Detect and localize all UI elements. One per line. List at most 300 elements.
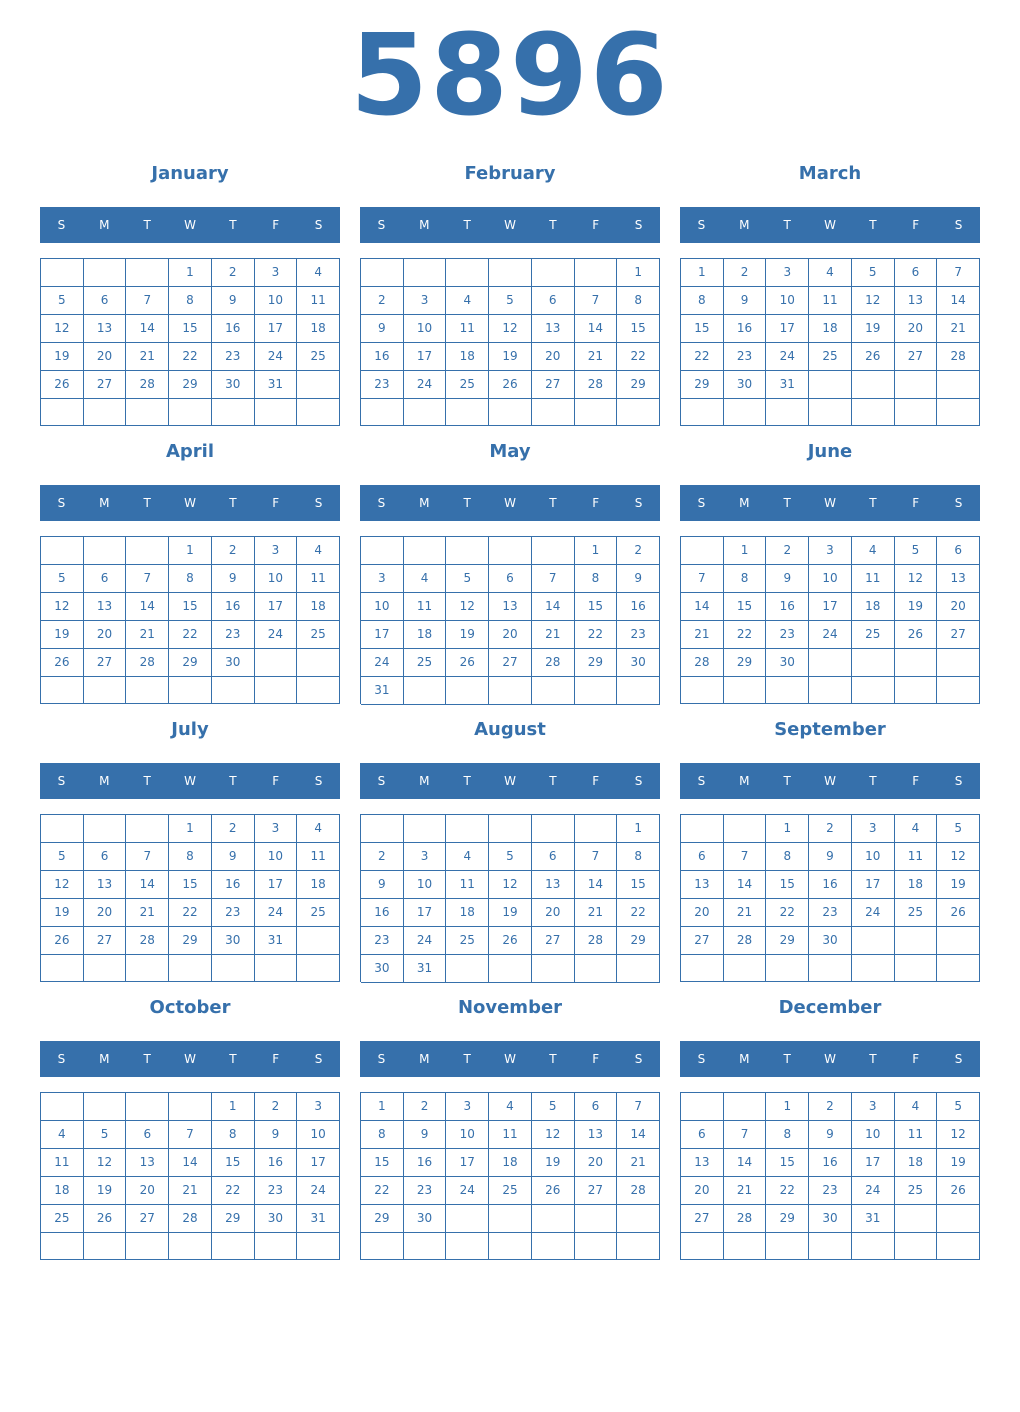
day-cell — [895, 927, 938, 955]
weekday-label: S — [634, 496, 643, 510]
weekday-label: T — [549, 218, 557, 232]
day-cell — [809, 649, 852, 677]
day-cell: 9 — [809, 1121, 852, 1149]
day-cell: 6 — [84, 565, 127, 593]
weekday-label: S — [314, 1052, 323, 1066]
day-cell: 16 — [361, 343, 404, 371]
weekday-label: S — [697, 496, 706, 510]
day-cell: 10 — [404, 871, 447, 899]
day-cell — [937, 677, 980, 704]
day-cell: 24 — [361, 649, 404, 677]
day-cell: 22 — [681, 343, 724, 371]
day-cell — [937, 371, 980, 399]
day-cell — [937, 649, 980, 677]
weekday-label: M — [99, 774, 110, 788]
day-cell: 27 — [126, 1205, 169, 1233]
day-cell — [766, 399, 809, 426]
day-cell — [681, 677, 724, 704]
day-grid — [40, 258, 340, 426]
day-cell: 5 — [41, 565, 84, 593]
day-cell: 22 — [361, 1177, 404, 1205]
day-cell: 19 — [41, 343, 84, 371]
day-cell: 3 — [852, 1093, 895, 1121]
day-cell — [489, 399, 532, 426]
day-cell — [895, 1233, 938, 1260]
day-cell — [361, 259, 404, 287]
day-cell: 13 — [532, 315, 575, 343]
day-cell: 7 — [532, 565, 575, 593]
day-cell: 22 — [575, 621, 618, 649]
weekday-label: T — [143, 218, 151, 232]
day-cell — [575, 815, 618, 843]
day-cell: 7 — [681, 565, 724, 593]
day-cell: 29 — [617, 371, 660, 399]
day-cell: 15 — [169, 315, 212, 343]
weekday-label: M — [419, 774, 430, 788]
day-cell: 26 — [895, 621, 938, 649]
month-name: December — [778, 997, 882, 1018]
day-cell — [852, 649, 895, 677]
weekday-label: M — [419, 496, 430, 510]
day-cell: 11 — [446, 871, 489, 899]
day-cell: 21 — [169, 1177, 212, 1205]
day-cell: 13 — [937, 565, 980, 593]
day-cell: 22 — [169, 621, 212, 649]
day-cell: 29 — [169, 927, 212, 955]
day-cell: 4 — [41, 1121, 84, 1149]
day-cell: 1 — [169, 259, 212, 287]
day-cell: 22 — [724, 621, 767, 649]
day-cell: 9 — [724, 287, 767, 315]
day-cell: 20 — [937, 593, 980, 621]
day-cell: 31 — [297, 1205, 340, 1233]
weekday-label: T — [143, 774, 151, 788]
day-cell: 26 — [489, 927, 532, 955]
weekday-label: W — [504, 218, 516, 232]
weekday-label: T — [783, 496, 791, 510]
day-grid — [680, 258, 980, 426]
day-cell: 15 — [766, 1149, 809, 1177]
weekday-label: M — [419, 218, 430, 232]
day-cell: 10 — [446, 1121, 489, 1149]
day-cell: 28 — [169, 1205, 212, 1233]
day-cell: 29 — [617, 927, 660, 955]
day-cell: 22 — [617, 343, 660, 371]
day-cell: 23 — [255, 1177, 298, 1205]
day-cell: 14 — [724, 1149, 767, 1177]
day-cell: 18 — [297, 315, 340, 343]
weekday-label: S — [634, 218, 643, 232]
weekday-label: S — [57, 496, 66, 510]
day-cell — [297, 399, 340, 426]
day-cell — [212, 955, 255, 982]
day-grid — [360, 814, 660, 982]
day-cell: 25 — [297, 899, 340, 927]
day-cell: 14 — [617, 1121, 660, 1149]
day-cell: 27 — [489, 649, 532, 677]
day-cell: 1 — [617, 815, 660, 843]
day-cell: 18 — [895, 871, 938, 899]
day-cell: 4 — [809, 259, 852, 287]
day-cell: 8 — [575, 565, 618, 593]
day-cell: 2 — [766, 537, 809, 565]
day-cell: 15 — [575, 593, 618, 621]
weekday-label: S — [954, 774, 963, 788]
day-cell: 24 — [809, 621, 852, 649]
month-name: May — [489, 441, 531, 462]
day-cell: 6 — [532, 843, 575, 871]
day-cell — [84, 677, 127, 704]
weekday-label: W — [824, 774, 836, 788]
day-grid — [680, 1092, 980, 1260]
day-cell: 25 — [404, 649, 447, 677]
day-cell — [404, 677, 447, 705]
day-cell — [681, 955, 724, 982]
day-cell: 21 — [126, 899, 169, 927]
day-cell: 9 — [212, 565, 255, 593]
day-cell: 20 — [895, 315, 938, 343]
day-cell: 11 — [297, 287, 340, 315]
day-cell: 12 — [532, 1121, 575, 1149]
weekday-label: F — [912, 774, 920, 788]
day-cell — [809, 399, 852, 426]
day-cell — [446, 1205, 489, 1233]
day-cell: 15 — [766, 871, 809, 899]
weekday-label: T — [229, 218, 237, 232]
day-cell — [126, 1093, 169, 1121]
weekday-label: W — [184, 218, 196, 232]
day-cell: 28 — [575, 371, 618, 399]
weekday-label: T — [463, 218, 471, 232]
day-cell — [895, 649, 938, 677]
day-cell — [937, 1205, 980, 1233]
day-cell: 21 — [937, 315, 980, 343]
day-cell: 12 — [852, 287, 895, 315]
day-cell: 23 — [766, 621, 809, 649]
day-cell: 12 — [489, 315, 532, 343]
day-cell: 7 — [169, 1121, 212, 1149]
day-cell: 29 — [724, 649, 767, 677]
day-cell — [895, 371, 938, 399]
day-cell: 18 — [895, 1149, 938, 1177]
day-cell: 16 — [255, 1149, 298, 1177]
weekday-label: T — [549, 1052, 557, 1066]
day-cell: 6 — [681, 843, 724, 871]
day-cell — [404, 259, 447, 287]
day-cell: 14 — [724, 871, 767, 899]
weekday-label: W — [504, 774, 516, 788]
weekday-label: F — [912, 218, 920, 232]
day-cell: 18 — [446, 899, 489, 927]
day-cell: 12 — [446, 593, 489, 621]
day-cell: 20 — [84, 621, 127, 649]
day-cell: 5 — [446, 565, 489, 593]
day-cell: 11 — [297, 843, 340, 871]
day-cell: 23 — [617, 621, 660, 649]
day-cell — [575, 955, 618, 983]
day-cell: 11 — [895, 843, 938, 871]
weekday-label: T — [869, 774, 877, 788]
weekday-header — [680, 1041, 980, 1077]
day-cell: 6 — [84, 287, 127, 315]
weekday-label: W — [824, 1052, 836, 1066]
day-cell: 29 — [681, 371, 724, 399]
day-cell: 7 — [575, 843, 618, 871]
day-cell: 18 — [809, 315, 852, 343]
day-cell: 23 — [361, 371, 404, 399]
day-cell: 15 — [681, 315, 724, 343]
day-cell: 2 — [809, 1093, 852, 1121]
day-cell: 8 — [361, 1121, 404, 1149]
day-cell: 9 — [212, 287, 255, 315]
day-cell: 30 — [255, 1205, 298, 1233]
month-name: July — [171, 719, 209, 740]
day-cell — [724, 815, 767, 843]
day-cell — [169, 955, 212, 982]
weekday-header — [680, 485, 980, 521]
month-name: February — [464, 163, 556, 184]
day-cell: 2 — [617, 537, 660, 565]
day-cell: 18 — [297, 593, 340, 621]
day-cell: 8 — [169, 287, 212, 315]
weekday-label: M — [99, 218, 110, 232]
day-cell — [617, 955, 660, 983]
day-cell — [937, 927, 980, 955]
day-cell: 28 — [126, 927, 169, 955]
day-cell — [895, 955, 938, 982]
day-cell — [895, 399, 938, 426]
day-cell: 27 — [895, 343, 938, 371]
day-cell: 24 — [404, 927, 447, 955]
day-cell: 7 — [724, 1121, 767, 1149]
day-cell: 1 — [766, 815, 809, 843]
weekday-label: F — [592, 496, 600, 510]
day-cell: 9 — [766, 565, 809, 593]
day-cell: 11 — [446, 315, 489, 343]
weekday-header — [360, 207, 660, 243]
day-cell: 21 — [681, 621, 724, 649]
day-cell — [255, 955, 298, 982]
day-cell: 23 — [809, 1177, 852, 1205]
day-cell: 26 — [446, 649, 489, 677]
day-cell: 16 — [724, 315, 767, 343]
day-cell: 26 — [41, 649, 84, 677]
day-cell: 31 — [255, 927, 298, 955]
day-grid — [40, 536, 340, 704]
day-cell: 28 — [937, 343, 980, 371]
day-cell: 5 — [852, 259, 895, 287]
day-cell — [681, 537, 724, 565]
day-cell: 12 — [41, 871, 84, 899]
day-cell: 3 — [404, 287, 447, 315]
day-cell: 22 — [212, 1177, 255, 1205]
day-cell — [361, 537, 404, 565]
day-cell — [84, 1233, 127, 1260]
day-cell — [361, 399, 404, 426]
day-grid — [360, 1092, 660, 1260]
day-cell: 1 — [681, 259, 724, 287]
day-cell — [489, 677, 532, 705]
day-cell: 17 — [297, 1149, 340, 1177]
day-cell: 24 — [852, 899, 895, 927]
day-cell: 2 — [212, 259, 255, 287]
weekday-label: W — [504, 496, 516, 510]
day-cell: 2 — [212, 815, 255, 843]
weekday-label: S — [697, 774, 706, 788]
day-cell — [724, 399, 767, 426]
weekday-label: T — [869, 218, 877, 232]
day-cell: 1 — [169, 815, 212, 843]
day-cell — [724, 677, 767, 704]
day-cell: 26 — [41, 371, 84, 399]
day-cell — [895, 1205, 938, 1233]
weekday-header — [360, 1041, 660, 1077]
day-cell: 13 — [84, 593, 127, 621]
weekday-label: M — [739, 1052, 750, 1066]
day-cell — [446, 537, 489, 565]
day-cell — [617, 677, 660, 705]
day-cell — [126, 955, 169, 982]
day-cell — [489, 1233, 532, 1260]
day-cell — [681, 815, 724, 843]
day-cell: 16 — [212, 315, 255, 343]
day-cell: 29 — [361, 1205, 404, 1233]
day-cell: 27 — [532, 371, 575, 399]
weekday-label: T — [229, 1052, 237, 1066]
day-cell: 4 — [404, 565, 447, 593]
day-cell — [169, 677, 212, 704]
day-cell: 3 — [852, 815, 895, 843]
weekday-label: T — [229, 496, 237, 510]
day-cell: 14 — [937, 287, 980, 315]
day-cell: 14 — [575, 315, 618, 343]
day-cell: 30 — [809, 1205, 852, 1233]
day-cell: 5 — [41, 287, 84, 315]
day-cell — [766, 1233, 809, 1260]
day-cell: 12 — [937, 843, 980, 871]
day-cell: 18 — [404, 621, 447, 649]
day-grid — [680, 814, 980, 982]
day-cell — [361, 1233, 404, 1260]
weekday-label: S — [697, 218, 706, 232]
weekday-label: F — [592, 218, 600, 232]
day-cell: 21 — [724, 899, 767, 927]
month-name: August — [474, 719, 546, 740]
day-cell: 20 — [532, 343, 575, 371]
day-cell: 8 — [617, 287, 660, 315]
day-cell: 25 — [446, 371, 489, 399]
weekday-label: W — [184, 774, 196, 788]
day-cell: 16 — [212, 593, 255, 621]
day-cell — [446, 1233, 489, 1260]
day-cell: 14 — [126, 871, 169, 899]
day-cell — [169, 1233, 212, 1260]
day-cell: 2 — [724, 259, 767, 287]
day-cell — [126, 1233, 169, 1260]
day-cell: 11 — [895, 1121, 938, 1149]
day-cell: 1 — [617, 259, 660, 287]
day-cell: 8 — [766, 843, 809, 871]
weekday-label: S — [954, 496, 963, 510]
day-cell: 10 — [852, 843, 895, 871]
weekday-label: S — [954, 218, 963, 232]
day-grid — [40, 814, 340, 982]
day-cell: 17 — [809, 593, 852, 621]
day-cell: 16 — [404, 1149, 447, 1177]
weekday-label: T — [143, 1052, 151, 1066]
day-cell: 20 — [84, 899, 127, 927]
day-cell: 3 — [255, 815, 298, 843]
day-cell: 30 — [724, 371, 767, 399]
day-cell: 10 — [255, 565, 298, 593]
day-cell — [297, 677, 340, 704]
weekday-label: T — [869, 496, 877, 510]
weekday-label: F — [272, 1052, 280, 1066]
weekday-label: T — [463, 1052, 471, 1066]
day-cell — [255, 649, 298, 677]
day-cell: 13 — [681, 1149, 724, 1177]
day-cell: 10 — [297, 1121, 340, 1149]
day-cell: 16 — [809, 1149, 852, 1177]
weekday-label: W — [184, 1052, 196, 1066]
day-cell — [532, 259, 575, 287]
day-cell: 9 — [255, 1121, 298, 1149]
day-cell: 24 — [297, 1177, 340, 1205]
day-cell — [681, 1093, 724, 1121]
day-cell: 1 — [724, 537, 767, 565]
day-cell — [489, 955, 532, 983]
weekday-label: W — [184, 496, 196, 510]
day-cell: 30 — [617, 649, 660, 677]
day-cell: 27 — [84, 649, 127, 677]
month-name: April — [165, 441, 215, 462]
day-cell: 8 — [169, 565, 212, 593]
day-cell: 9 — [212, 843, 255, 871]
weekday-label: S — [634, 774, 643, 788]
day-cell: 28 — [532, 649, 575, 677]
day-cell — [575, 259, 618, 287]
day-cell — [852, 677, 895, 704]
day-cell — [255, 1233, 298, 1260]
weekday-label: T — [229, 774, 237, 788]
day-cell — [766, 677, 809, 704]
day-cell — [297, 927, 340, 955]
weekday-label: S — [314, 218, 323, 232]
day-cell — [212, 399, 255, 426]
day-cell — [126, 815, 169, 843]
day-cell: 21 — [575, 343, 618, 371]
day-cell: 7 — [617, 1093, 660, 1121]
day-cell: 12 — [489, 871, 532, 899]
day-cell: 17 — [766, 315, 809, 343]
day-cell: 27 — [84, 371, 127, 399]
day-cell: 24 — [255, 343, 298, 371]
weekday-label: T — [869, 1052, 877, 1066]
day-grid — [360, 536, 660, 704]
day-cell: 20 — [681, 1177, 724, 1205]
day-cell: 28 — [724, 927, 767, 955]
day-cell — [895, 677, 938, 704]
day-cell: 17 — [255, 871, 298, 899]
day-cell: 8 — [681, 287, 724, 315]
weekday-label: T — [783, 1052, 791, 1066]
weekday-label: T — [463, 774, 471, 788]
day-cell — [446, 677, 489, 705]
weekday-header — [40, 207, 340, 243]
day-cell — [532, 399, 575, 426]
weekday-label: S — [314, 774, 323, 788]
day-cell — [575, 1205, 618, 1233]
